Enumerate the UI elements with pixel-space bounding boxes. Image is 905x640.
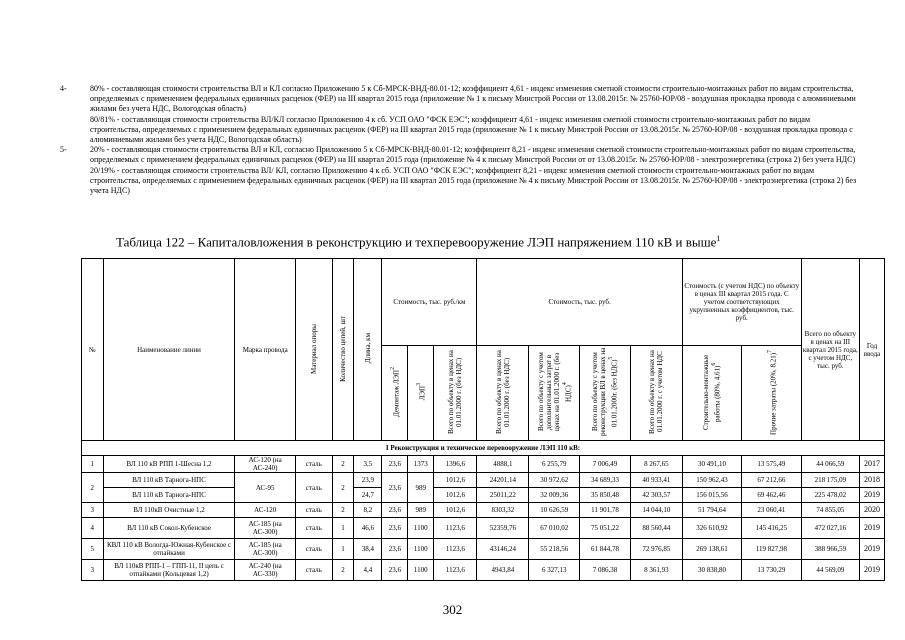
table-row: 3 ВЛ 110кВ Очистные 1,2 АС-120 сталь 2 8,2 23,6 989 1012,6 8303,32 10 626,59 11 901,78 14 044,10 51 794,64 23 060,41 74 855,05 2020 xyxy=(82,503,885,518)
header-length: Длина, км xyxy=(354,259,382,441)
footnote xyxy=(60,84,860,115)
footnote-text: 20% - составляющая стоимости строительства ВЛ и КЛ, согласно Приложению 5 к Сб-МРСК-ВНД-80.01-12; коэффициент 8,21 - индекс изменения сметной стоимости строительно-монтажных работ по видам строительства, определяемых с применением федеральных единичных расценок (ФЕР) на III квартал 2015 года (приложение № 4 к письму Минстрой России от от 13.08.2015г. № 25760-ЮР/08 - электроэнергетика (строка 2) без учета НДС) xyxy=(90,145,856,165)
footnote-number xyxy=(30,166,90,197)
footnote-number xyxy=(30,115,90,146)
footnote xyxy=(60,115,860,146)
header-wire-brand: Марка провода xyxy=(235,259,296,441)
header-dismantle: Демонтаж ЛЭП$^2$ xyxy=(382,346,408,441)
header-c2: Всего по объекту с учетом дополнительных затрат в ценах на 01.01.2000 г. (без НДС)$^4$ xyxy=(529,346,580,441)
table-row: 3 ВЛ 110кВ РПП-1 – ГПП-11, II цепь с отпайками (Кольцевая 1,2) АС-240 (на АС-330) сталь 2 4,4 23,6 1100 1123,6 4943,84 6 327,13 7 086,38 8 361,93 30 838,80 13 730,29 44 569,09 2019 xyxy=(82,560,885,581)
footnote-number: 5- xyxy=(60,145,67,155)
header-cost: Стоимость, тыс. руб. xyxy=(477,259,682,346)
header-material: Материал опоры xyxy=(295,259,332,441)
header-c1: Всего по объекту в ценах на 01.01.2000 г. (без НДС) xyxy=(477,346,529,441)
header-num: № xyxy=(82,259,104,441)
table-title-text: Таблица 122 – Капиталовложения в реконструкцию и техперевооружение ЛЭП напряжением 110 кВ и выше xyxy=(116,234,717,250)
table-row: ВЛ 110 кВ Тарнога-НПС 24,7 1012,6 25011,22 32 009,36 35 850,48 42 303,57 156 015,56 69 462,46 225 478,02 2019 xyxy=(82,488,885,503)
table-row: 1 ВЛ 110 кВ РПП 1-Шесна 1,2 АС-120 (на АС-240) сталь 2 3,5 23,6 1373 1396,6 4888,1 6 255,79 7 006,49 8 267,65 30 491,10 13 575,49 44 066,59 2017 xyxy=(82,456,885,473)
title-footnote-mark: 1 xyxy=(716,234,721,243)
footnotes xyxy=(60,84,860,196)
header-smr: Строительно-монтажные работы (80%, 4,61)$^6$ xyxy=(682,346,741,441)
page-number: 302 xyxy=(442,602,463,617)
header-chains: Количество цепей, шт xyxy=(332,259,354,441)
table-title xyxy=(116,234,720,250)
header-c3: Всего по объекту с учетом реконструкции ВЛ в ценах на 01.01.2000г. (без НДС)$^5$ xyxy=(580,346,631,441)
header-other: Прочие затраты (20%, 8,21)$^7$ xyxy=(742,346,801,441)
table-row: 2 ВЛ 110 кВ Тарнога-НПС АС-95 сталь 2 23,9 23,6 989 1012,6 24201,14 30 972,62 34 689,33 40 933,41 150 962,43 67 212,66 218 175,09 2018 xyxy=(82,473,885,488)
header-total: Всего по объекту в ценах на III квартал 2015 года, с учетом НДС, тыс. руб. xyxy=(801,259,859,441)
header-total-2000: Всего по объекту в ценах на 01.01.2000 г. (без НДС) xyxy=(434,346,477,441)
header-line-name: Наименование линии xyxy=(103,259,235,441)
header-year: Год ввода xyxy=(860,259,885,441)
footnote-text: 80/81% - составляющая стоимости строительства ВЛ/КЛ согласно Приложению 4 к сб. УСП ОАО "ФСК ЕЭС"; коэффициент 4,61 - индекс изменения сметной стоимости строительно-монтажных работ по видам строительства, определяемых с применением федеральных единичных расценок (ФЕР) на III квартал 2015 года (приложение № 1 к письму Минстрой России от 13.08.2015г. № 25760-ЮР/08 - воздушная прокладка провода с алюминиевыми жилами без учета НДС, Вологодская область) xyxy=(90,114,853,145)
table-row: 5 КВЛ 110 кВ Вологда-Южная-Кубенское с отпайками АС-185 (на АС-300) сталь 1 38,4 23,6 1100 1123,6 43146,24 55 218,56 61 844,78 72 976,85 269 138,61 119 827,98 388 966,59 2019 xyxy=(82,539,885,560)
header-c4: Всего по объекту в ценах на 01.01.2000 г. с учетом НДС xyxy=(630,346,682,441)
footnote-text: 20/19% - составляющая стоимости строительства ВЛ/ КЛ, согласно Приложению 4 к сб. УСП ОАО "ФСК ЕЭС"; коэффициент 8,21 - индекс изменения сметной стоимости строительно-монтажных работ по видам строительства, определяемых с применением федеральных единичных расценок (ФЕР) на III квартал 2015 года (приложение № 4 к письму Минстрой России от 13.08.2015г. № 25760-ЮР/08 - электроэнергетика (строка 2) без учета НДС) xyxy=(90,165,857,196)
header-cost-per-km: Стоимость, тыс. руб./км xyxy=(382,259,477,346)
header-lep: ЛЭП$^3$ xyxy=(408,346,434,441)
footnote xyxy=(60,166,860,197)
capital-investment-table xyxy=(81,258,885,581)
header-cost-indexed: Стоимость (с учетом НДС) по объекту в ценах III квартал 2015 года. С учетом соответствующих укрупненных коэффициентов, тыс. руб. xyxy=(682,259,801,346)
section-header: I Реконструкция и техническое перевооружение ЛЭП 110 кВ: xyxy=(82,441,885,456)
table-row: 4 ВЛ 110 кВ Сокол-Кубенское АС-185 (на АС-300) сталь 1 46,6 23,6 1100 1123,6 52359,76 67 010,02 75 051,22 88 560,44 326 610,92 145 416,25 472 027,16 2019 xyxy=(82,518,885,539)
footnote-text: 80% - составляющая стоимости строительства ВЛ и КЛ согласно Приложению 5 к Сб-МРСК-ВНД-80.01-12; коэффициент 4,61 - индекс изменения сметной стоимости строительно-монтажных работ по видам строительства, определяемых с применением федеральных единичных расценок (ФЕР) на III квартал 2015 года (приложение № 1 к письму Минстрой России от 13.08.2015г. № 25760-ЮР/08 - воздушная прокладка провода с алюминиевыми жилами без учета НДС, Вологодская область) xyxy=(90,84,856,114)
footnote-number: 4- xyxy=(60,84,67,93)
footnote xyxy=(60,145,860,165)
